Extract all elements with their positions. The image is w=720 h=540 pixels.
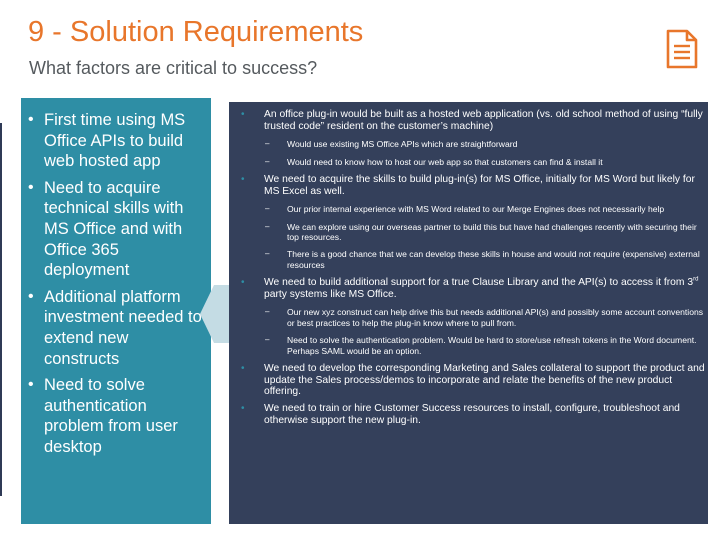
dash-icon: – xyxy=(265,249,270,259)
bullet-icon: • xyxy=(241,363,245,375)
details-panel xyxy=(229,102,708,524)
summary-panel xyxy=(21,98,211,524)
detail-subitem: – We can explore using our overseas partner to build this but have had challenges recently with securing their top resources. xyxy=(265,221,697,242)
dash-icon: – xyxy=(265,335,270,345)
bullet-icon: • xyxy=(241,174,245,185)
detail-subitem: – Need to solve the authentication problem. Would be hard to store/use refresh tokens in the Word document. Perhaps SAML would be an option. xyxy=(265,335,697,356)
dash-icon: – xyxy=(265,156,270,166)
summary-item-text: Need to solve authentication problem from user desktop xyxy=(44,376,178,456)
bullet-icon: • xyxy=(28,287,34,305)
detail-item: • An office plug-in would be built as a hosted web application (vs. old school method of using “fully trusted code” resident on the customer’s machine) xyxy=(241,109,703,132)
summary-item xyxy=(21,178,207,281)
detail-item: • We need to develop the corresponding Marketing and Sales collateral to support the product and update the Sales process/demos to incorporate and relate the benefits of the new product offering. xyxy=(241,363,705,398)
dash-icon: – xyxy=(265,204,270,214)
summary-item xyxy=(21,375,207,457)
document-icon xyxy=(666,29,698,69)
bullet-icon: • xyxy=(241,277,245,289)
dash-icon: – xyxy=(265,139,270,149)
left-divider xyxy=(0,123,2,496)
page-title: 9 - Solution Requirements xyxy=(28,16,364,48)
summary-item xyxy=(21,287,207,369)
detail-subitem: – Would need to know how to host our web app so that customers can find & install it xyxy=(265,156,603,167)
dash-icon: – xyxy=(265,221,270,231)
summary-item-text: Additional platform investment needed to extend new constructs xyxy=(44,287,202,368)
summary-item-text: Need to acquire technical skills with MS Office and with Office 365 deployment xyxy=(44,178,184,280)
bullet-icon: • xyxy=(28,376,34,394)
detail-subitem: – Would use existing MS Office APIs which are straightforward xyxy=(265,139,518,150)
bullet-icon: • xyxy=(28,111,34,128)
bullet-icon: • xyxy=(241,403,245,415)
bullet-icon: • xyxy=(241,109,245,120)
summary-item xyxy=(21,110,207,172)
detail-subitem: – Our prior internal experience with MS Word related to our Merge Engines does not necessarily help xyxy=(265,204,665,215)
bullet-icon: • xyxy=(28,178,34,196)
detail-subitem: – There is a good chance that we can develop these skills in house and would not require (expensive) external resources xyxy=(265,249,700,270)
page-subtitle: What factors are critical to success? xyxy=(29,58,318,78)
detail-item: • We need to train or hire Customer Success resources to install, configure, troubleshoot and otherwise support the new plug-in. xyxy=(241,403,680,426)
dash-icon: – xyxy=(265,307,270,317)
summary-item-text: First time using MS Office APIs to build web hosted app xyxy=(44,111,186,171)
detail-item: • We need to build additional support for a true Clause Library and the API(s) to access it from 3rd party systems like MS Office. xyxy=(241,276,699,300)
detail-subitem: – Our new xyz construct can help drive this but needs additional API(s) and possibly some account conventions or best practices to help the plug-in know where to pull from. xyxy=(265,307,704,328)
detail-item: • We need to acquire the skills to build plug-in(s) for MS Office, initially for MS Word but likely for MS Excel as well. xyxy=(241,174,695,197)
